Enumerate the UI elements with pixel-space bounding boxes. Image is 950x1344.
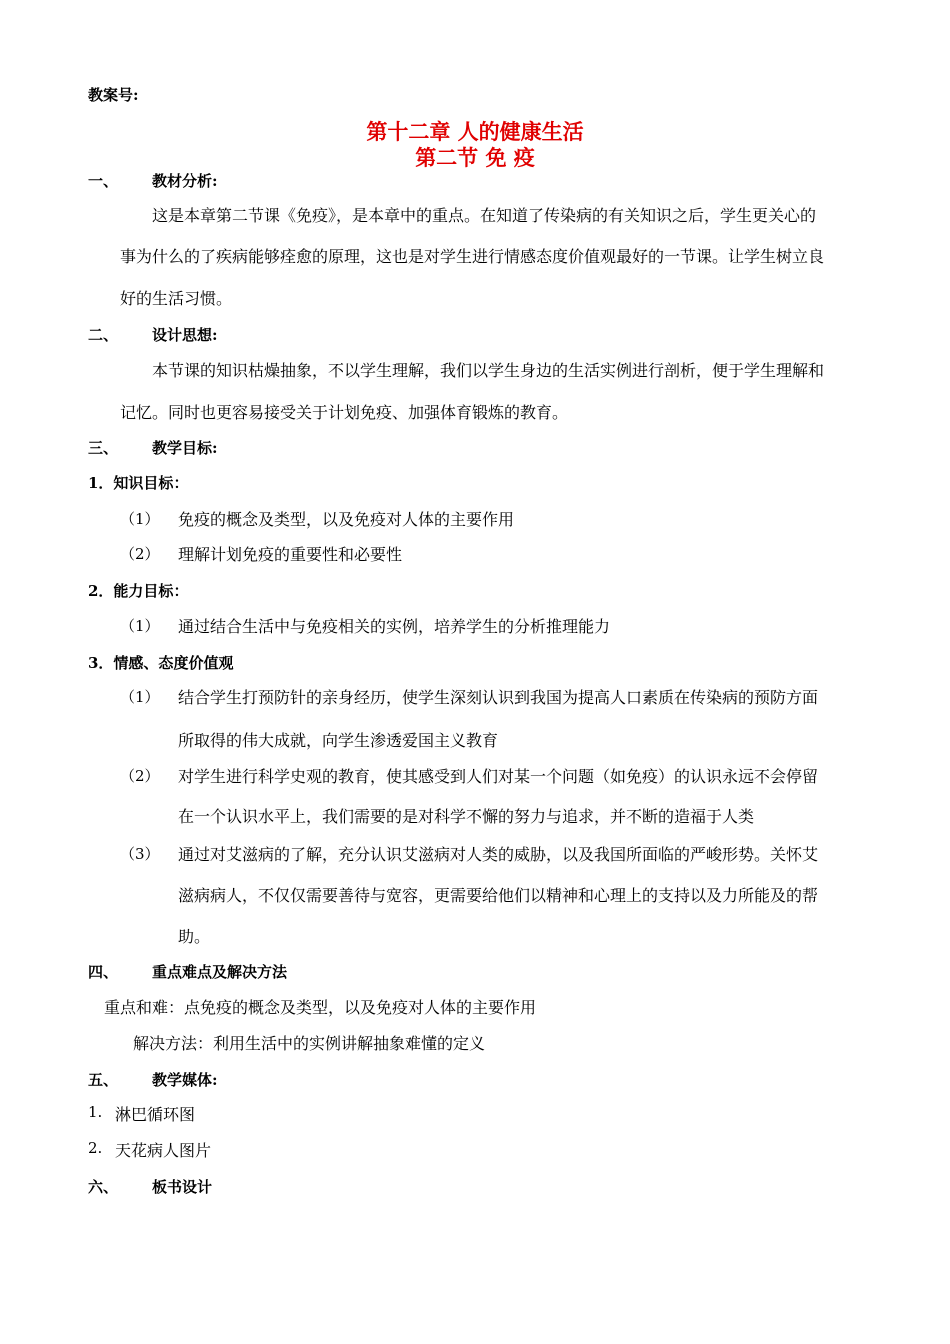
media-item-2-number: 2. [88,1139,103,1157]
knowledge-goal-title: 1．知识目标： [88,474,189,492]
attitude-item-1-line-2: 所取得的伟大成就，向学生渗透爱国主义教育 [178,731,499,750]
knowledge-item-1-text: 免疫的概念及类型，以及免疫对人体的主要作用 [178,510,515,529]
attitude-item-2-number: （2） [120,767,160,785]
design-line-1: 本节课的知识枯燥抽象，不以学生理解，我们以学生身边的生活实例进行剖析，便于学生理解和 [152,361,825,380]
attitude-item-1-line-1: 结合学生打预防针的亲身经历，使学生深刻认识到我国为提高人口素质在传染病的预防方面 [178,688,819,707]
lesson-number-label: 教案号: [88,86,139,104]
attitude-item-2-line-2: 在一个认识水平上，我们需要的是对科学不懈的努力与追求，并不断的造福于人类 [178,807,755,826]
attitude-item-3-line-2: 滋病病人，不仅仅需要善待与宽容，更需要给他们以精神和心理上的支持以及力所能及的帮 [178,886,819,905]
ability-item-1-number: （1） [120,617,160,635]
media-item-1-text: 淋巴循环图 [115,1105,196,1124]
section-2-number: 二、 [88,326,119,344]
ability-goal-title: 2．能力目标： [88,582,189,600]
knowledge-item-2-text: 理解计划免疫的重要性和必要性 [178,545,403,564]
media-item-1-number: 1. [88,1103,103,1121]
analysis-line-2: 事为什么的了疾病能够痊愈的原理，这也是对学生进行情感态度价值观最好的一节课。让学生树立良 [120,247,825,266]
analysis-line-3: 好的生活习惯。 [120,289,233,308]
attitude-item-2-line-1: 对学生进行科学史观的教育，使其感受到人们对某一个问题（如免疫）的认识永远不会停留 [178,767,819,786]
section-6-number: 六、 [88,1178,119,1196]
attitude-item-3-line-3: 助。 [178,927,211,946]
solution-line: 解决方法：利用生活中的实例讲解抽象难懂的定义 [133,1034,486,1053]
section-5-number: 五、 [88,1071,119,1089]
section-4-heading: 重点难点及解决方法 [152,963,288,981]
section-title: 第二节 免 疫 [415,145,535,170]
design-line-2: 记忆。同时也更容易接受关于计划免疫、加强体育锻炼的教育。 [120,403,569,422]
chapter-title: 第十二章 人的健康生活 [366,119,584,144]
section-3-heading: 教学目标: [152,439,218,457]
section-1-heading: 教材分析: [152,172,218,190]
keypoint-line: 重点和难：点免疫的概念及类型，以及免疫对人体的主要作用 [104,998,537,1017]
knowledge-item-1-number: （1） [120,510,160,528]
section-2-heading: 设计思想: [152,326,218,344]
ability-item-1-text: 通过结合生活中与免疫相关的实例，培养学生的分析推理能力 [178,617,611,636]
attitude-item-3-line-1: 通过对艾滋病的了解，充分认识艾滋病对人类的威胁，以及我国所面临的严峻形势。关怀艾 [178,845,819,864]
attitude-item-3-number: （3） [120,845,160,863]
section-3-number: 三、 [88,439,119,457]
section-4-number: 四、 [88,963,119,981]
attitude-goal-title: 3．情感、态度价值观 [88,654,234,672]
attitude-item-1-number: （1） [120,688,160,706]
analysis-line-1: 这是本章第二节课《免疫》，是本章中的重点。在知道了传染病的有关知识之后，学生更关心的 [152,206,817,225]
media-item-2-text: 天花病人图片 [115,1141,212,1160]
section-6-heading: 板书设计 [152,1178,213,1196]
knowledge-item-2-number: （2） [120,545,160,563]
section-1-number: 一、 [88,172,119,190]
section-5-heading: 教学媒体: [152,1071,218,1089]
